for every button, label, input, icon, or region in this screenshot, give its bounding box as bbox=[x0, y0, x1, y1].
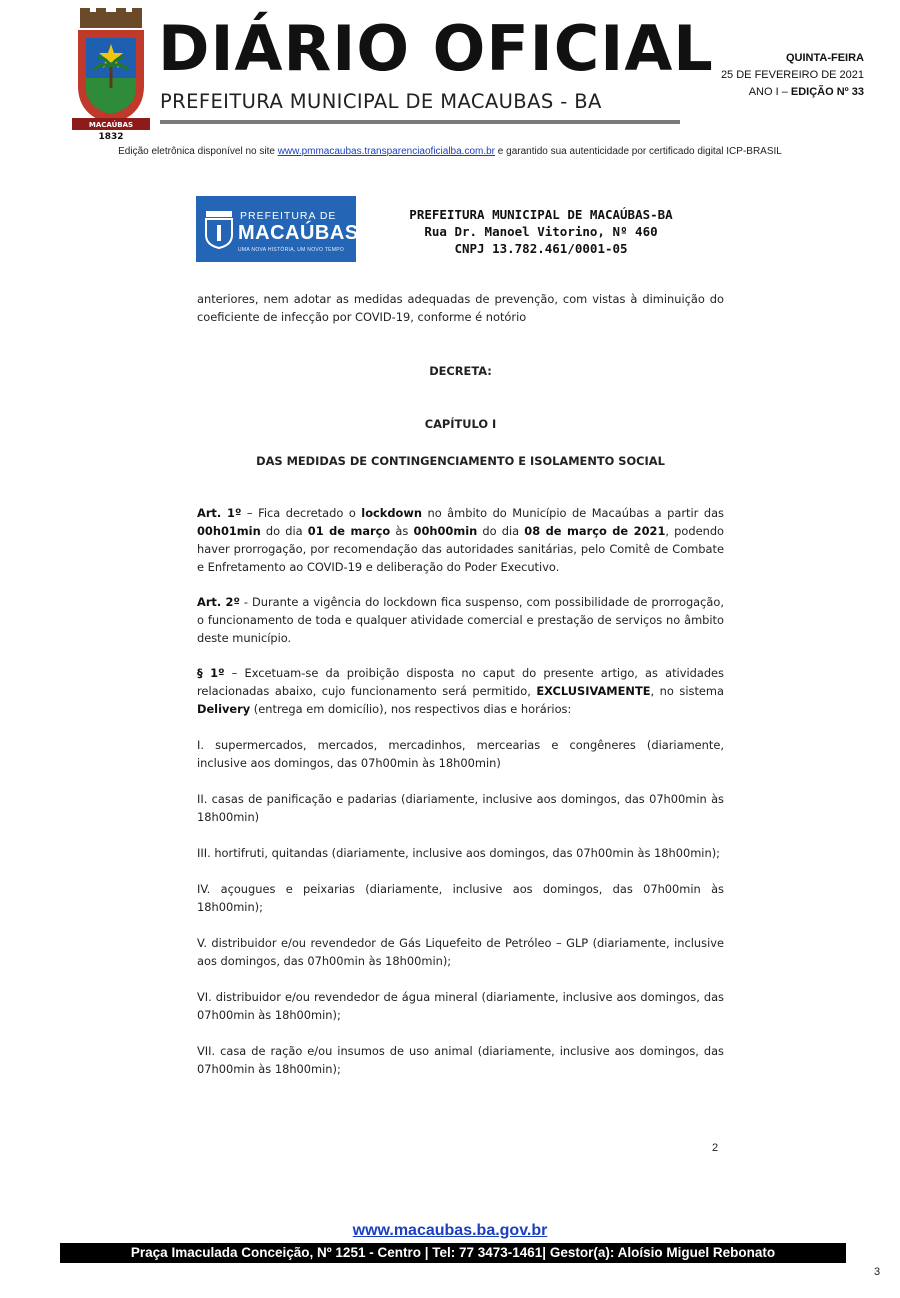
edition-weekday: QUINTA-FEIRA bbox=[785, 52, 864, 64]
newspaper-subtitle: PREFEITURA MUNICIPAL DE MACAUBAS - BA bbox=[160, 90, 602, 113]
edition-block bbox=[721, 50, 864, 101]
sheet-number: 3 bbox=[874, 1266, 881, 1278]
footer-address-bar: Praça Imaculada Conceição, Nº 1251 - Centro | Tel: 77 3473-1461| Gestor(a): Aloísio Miguel Rebonato bbox=[60, 1243, 846, 1263]
letterhead-text bbox=[366, 206, 716, 257]
decree-body bbox=[197, 290, 724, 1078]
footer-website-link[interactable]: www.macaubas.ba.gov.br bbox=[352, 1222, 548, 1239]
list-item: III. hortifruti, quitandas (diariamente, inclusive aos domingos, das 07h00min às 18h00min); bbox=[197, 846, 720, 860]
list-item: VII. casa de ração e/ou insumos de uso animal (diariamente, inclusive aos domingos, das 07h00min às 18h00min); bbox=[197, 1044, 724, 1076]
letterhead-line2: Rua Dr. Manoel Vitorino, Nº 460 bbox=[424, 224, 658, 239]
letterhead-line3: CNPJ 13.782.461/0001-05 bbox=[454, 241, 628, 256]
letterhead-line1: PREFEITURA MUNICIPAL DE MACAÚBAS-BA bbox=[409, 207, 673, 222]
article-1: Art. 1º – Fica decretado o lockdown no âmbito do Município de Macaúbas a partir das 00h01min do dia 01 de março às 00h00min do dia 08 de março de 2021, podendo haver prorrogação, por recomendação das autoridades sanitárias, pelo Comitê de Combate e Enfretamento ao COVID-19 e deliberação do Poder Executivo. bbox=[197, 506, 725, 574]
crest-banner-text: MACAÚBAS bbox=[88, 121, 134, 129]
transparency-site-link[interactable]: www.pmmacaubas.transparenciaoficialba.com.br bbox=[277, 146, 496, 157]
list-item: I. supermercados, mercados, mercadinhos, mercearias e congêneres (diariamente, inclusive aos domingos, das 07h00min às 18h00min) bbox=[197, 738, 724, 770]
article-2: Art. 2º - Durante a vigência do lockdown fica suspenso, com possibilidade de prorrogação, o funcionamento de toda e qualquer atividade comercial e prestação de serviços no âmbito deste município. bbox=[197, 595, 724, 645]
logo-name: MACAÚBAS bbox=[238, 222, 359, 244]
authenticity-notice: Edição eletrônica disponível no site www.pmmacaubas.transparenciaoficialba.com.br e garantido sua autenticidade por certificado digital ICP-BRASIL bbox=[118, 146, 782, 157]
list-item: VI. distribuidor e/ou revendedor de água mineral (diariamente, inclusive aos domingos, das 07h00min às 18h00min); bbox=[197, 990, 724, 1022]
decreta-heading: DECRETA: bbox=[429, 364, 492, 378]
logo-prefix: PREFEITURA DE bbox=[240, 210, 337, 222]
list-item: V. distribuidor e/ou revendedor de Gás Liquefeito de Petróleo – GLP (diariamente, inclusive aos domingos, das 07h00min às 18h00min); bbox=[197, 936, 724, 968]
prefeitura-logo bbox=[196, 196, 359, 262]
paragraph-1: § 1º – Excetuam-se da proibição disposta no caput do presente artigo, as atividades relacionadas abaixo, cujo funcionamento será permitido, EXCLUSIVAMENTE, no sistema Delivery (entrega em domicílio), nos respectivos dias e horários: bbox=[197, 666, 724, 716]
list-item: IV. açougues e peixarias (diariamente, inclusive aos domingos, das 07h00min às 18h00min); bbox=[197, 882, 724, 914]
chapter-title: DAS MEDIDAS DE CONTINGENCIAMENTO E ISOLAMENTO SOCIAL bbox=[256, 454, 665, 468]
newspaper-title: DIÁRIO OFICIAL bbox=[158, 12, 714, 85]
crest-year-text: 1832 bbox=[98, 132, 124, 140]
logo-tagline: UMA NOVA HISTÓRIA, UM NOVO TEMPO bbox=[238, 247, 345, 253]
chapter-heading: CAPÍTULO I bbox=[424, 417, 497, 431]
municipal-crest bbox=[70, 8, 152, 140]
intro-paragraph: anteriores, nem adotar as medidas adequadas de prevenção, com vistas à diminuição do coeficiente de infecção por COVID-19, conforme é notório bbox=[197, 292, 724, 324]
edition-number: ANO I – EDIÇÃO Nº 33 bbox=[748, 86, 864, 98]
edition-date: 25 DE FEVEREIRO DE 2021 bbox=[720, 69, 864, 81]
masthead-divider bbox=[160, 120, 680, 124]
document-page-number: 2 bbox=[712, 1142, 719, 1154]
list-item: II. casas de panificação e padarias (diariamente, inclusive aos domingos, das 07h00min às 18h00min) bbox=[197, 792, 724, 824]
crest-mini-icon bbox=[204, 209, 234, 249]
